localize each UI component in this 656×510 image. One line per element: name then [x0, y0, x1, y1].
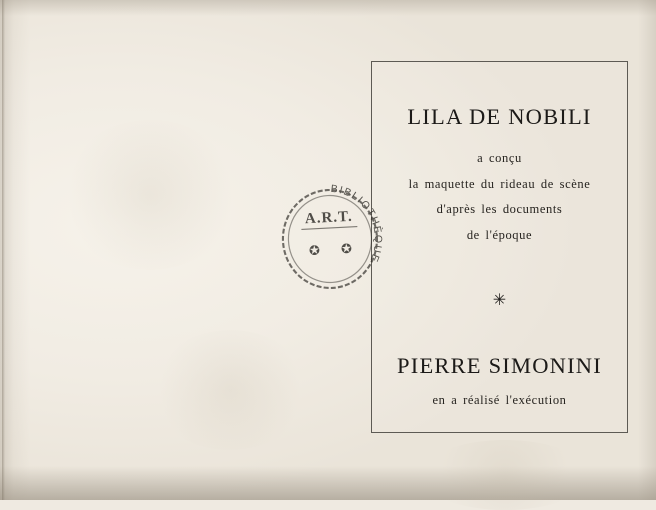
framed-credits-block — [371, 61, 628, 433]
stamp-ring-text: BIBLIOTHÈQUE — [330, 182, 384, 265]
paper-blotch — [150, 330, 310, 450]
library-stamp — [273, 179, 387, 300]
paper-blotch — [60, 120, 240, 270]
executor-credit: en a réalisé l'exécution — [432, 392, 567, 407]
page-right-shadow — [638, 0, 656, 500]
credit-line: a conçu — [477, 151, 522, 165]
credit-line: de l'époque — [466, 227, 533, 242]
executor-name: PIERRE SIMONINI — [397, 352, 602, 378]
asterisk-separator-icon: ✳ — [492, 291, 507, 309]
page-top-shadow — [0, 0, 656, 16]
page-bottom-shadow — [0, 466, 656, 500]
stamp-star-icon: ✪ — [308, 242, 321, 259]
credit-line: d'après les documents — [436, 202, 563, 217]
book-fold-line — [2, 0, 5, 500]
credit-lines — [386, 146, 613, 249]
stamp-star-icon: ✪ — [340, 240, 353, 257]
stamp-abbreviation: A.R.T. — [304, 208, 354, 228]
book-gutter-shading — [0, 0, 30, 500]
designer-name: LILA DE NOBILI — [407, 104, 592, 129]
credit-line: la maquette du rideau de scène — [408, 176, 591, 191]
